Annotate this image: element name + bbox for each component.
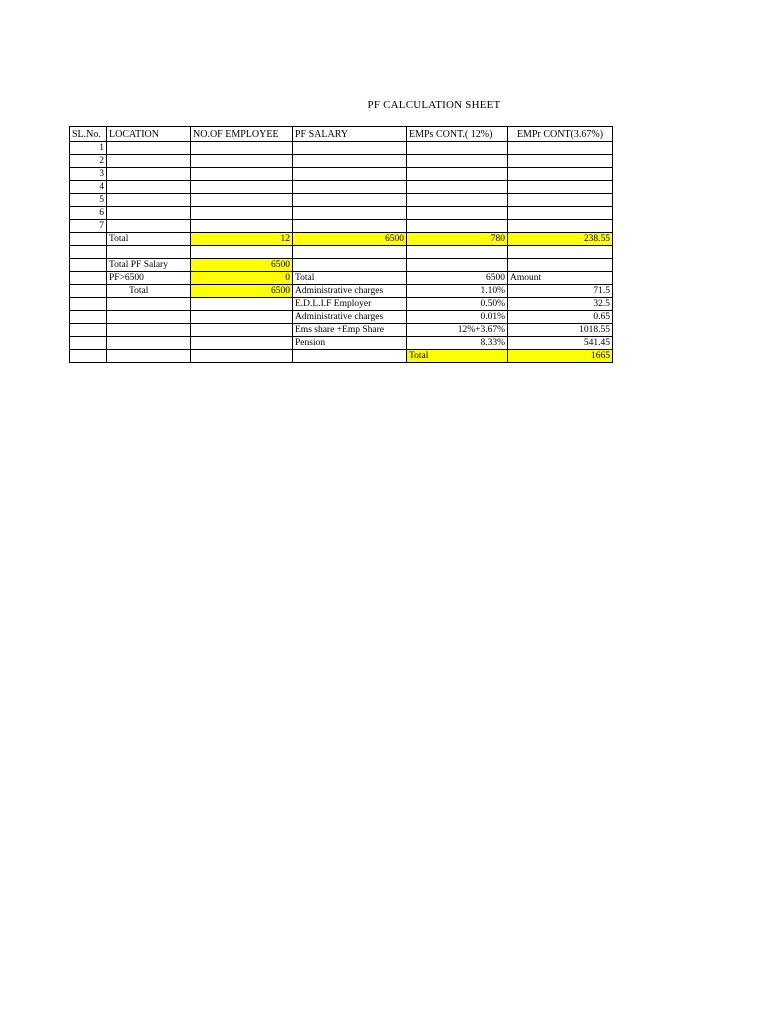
cell[interactable] bbox=[407, 207, 508, 220]
cell[interactable] bbox=[407, 155, 508, 168]
cell[interactable] bbox=[191, 324, 293, 337]
cell[interactable] bbox=[293, 168, 407, 181]
table-row bbox=[70, 155, 613, 168]
charge-rate[interactable]: 0.50% bbox=[407, 298, 508, 311]
charge-row bbox=[70, 311, 613, 324]
cell[interactable] bbox=[107, 350, 191, 363]
total-label: Total bbox=[107, 233, 191, 246]
cell[interactable] bbox=[407, 220, 508, 233]
charge-rate[interactable]: 8.33% bbox=[407, 337, 508, 350]
cell[interactable] bbox=[191, 168, 293, 181]
charge-name: E.D.L.I.F Employer bbox=[293, 298, 407, 311]
cell[interactable] bbox=[293, 142, 407, 155]
cell[interactable] bbox=[70, 246, 107, 259]
cell[interactable] bbox=[508, 246, 613, 259]
charge-amount[interactable]: 71.5 bbox=[508, 285, 613, 298]
summary-row-total bbox=[70, 285, 613, 298]
charge-name: Administrative charges bbox=[293, 285, 407, 298]
cell[interactable] bbox=[293, 350, 407, 363]
total-row bbox=[70, 233, 613, 246]
table-row bbox=[70, 220, 613, 233]
summary-total-label: Total bbox=[107, 285, 191, 298]
row-number: 3 bbox=[70, 168, 107, 181]
cell[interactable] bbox=[508, 194, 613, 207]
charge-name: Ems share +Emp Share bbox=[293, 324, 407, 337]
charge-rate[interactable]: 1.10% bbox=[407, 285, 508, 298]
cell[interactable] bbox=[107, 168, 191, 181]
cell[interactable] bbox=[70, 337, 107, 350]
table-row bbox=[70, 142, 613, 155]
charge-rate[interactable]: 12%+3.67% bbox=[407, 324, 508, 337]
pf-gt-label: PF>6500 bbox=[107, 272, 191, 285]
cell[interactable] bbox=[107, 194, 191, 207]
charge-rate[interactable]: 0.01% bbox=[407, 311, 508, 324]
cell[interactable] bbox=[508, 207, 613, 220]
cell[interactable] bbox=[508, 259, 613, 272]
cell[interactable] bbox=[70, 298, 107, 311]
header-location: LOCATION bbox=[107, 127, 191, 142]
cell[interactable] bbox=[407, 246, 508, 259]
header-row bbox=[70, 127, 613, 142]
blank-row bbox=[70, 246, 613, 259]
cell[interactable] bbox=[293, 194, 407, 207]
cell[interactable] bbox=[191, 220, 293, 233]
summary-row-total-pf-salary bbox=[70, 259, 613, 272]
cell[interactable] bbox=[70, 272, 107, 285]
cell[interactable] bbox=[407, 259, 508, 272]
cell[interactable] bbox=[191, 311, 293, 324]
cell[interactable] bbox=[107, 337, 191, 350]
cell[interactable] bbox=[293, 155, 407, 168]
cell[interactable] bbox=[107, 246, 191, 259]
cell[interactable] bbox=[107, 298, 191, 311]
cell[interactable] bbox=[107, 311, 191, 324]
cell[interactable] bbox=[70, 285, 107, 298]
cell[interactable] bbox=[191, 181, 293, 194]
cell[interactable] bbox=[107, 142, 191, 155]
cell[interactable] bbox=[191, 298, 293, 311]
table-row bbox=[70, 207, 613, 220]
total-empr-cont[interactable]: 238.55 bbox=[508, 233, 613, 246]
grand-total-label: Total bbox=[407, 350, 508, 363]
total-pf-salary-value[interactable]: 6500 bbox=[191, 259, 293, 272]
cell[interactable] bbox=[70, 259, 107, 272]
total-employees[interactable]: 12 bbox=[191, 233, 293, 246]
cell[interactable] bbox=[107, 220, 191, 233]
cell[interactable] bbox=[191, 207, 293, 220]
cell[interactable] bbox=[107, 207, 191, 220]
amount-label: Amount bbox=[508, 272, 613, 285]
cell[interactable] bbox=[70, 311, 107, 324]
cell[interactable] bbox=[407, 194, 508, 207]
cell[interactable] bbox=[508, 181, 613, 194]
header-no-of-employee: NO.OF EMPLOYEE bbox=[191, 127, 293, 142]
cell[interactable] bbox=[191, 194, 293, 207]
cell[interactable] bbox=[508, 168, 613, 181]
cell[interactable] bbox=[407, 181, 508, 194]
row-number: 2 bbox=[70, 155, 107, 168]
cell[interactable] bbox=[293, 246, 407, 259]
cell[interactable] bbox=[293, 207, 407, 220]
summary-row-pf-gt bbox=[70, 272, 613, 285]
cell[interactable] bbox=[293, 259, 407, 272]
cell[interactable] bbox=[191, 246, 293, 259]
cell[interactable] bbox=[293, 220, 407, 233]
charge-amount[interactable]: 0.65 bbox=[508, 311, 613, 324]
charge-row bbox=[70, 324, 613, 337]
charges-total-label: Total bbox=[293, 272, 407, 285]
table-row bbox=[70, 168, 613, 181]
charge-name: Pension bbox=[293, 337, 407, 350]
cell[interactable] bbox=[107, 324, 191, 337]
table-row bbox=[70, 181, 613, 194]
row-number: 6 bbox=[70, 207, 107, 220]
cell[interactable] bbox=[70, 324, 107, 337]
cell[interactable] bbox=[407, 168, 508, 181]
summary-total-value[interactable]: 6500 bbox=[191, 285, 293, 298]
total-emps-cont[interactable]: 780 bbox=[407, 233, 508, 246]
header-empr-cont: EMPr CONT(3.67%) bbox=[508, 127, 613, 142]
total-pf-salary[interactable]: 6500 bbox=[293, 233, 407, 246]
cell[interactable] bbox=[70, 350, 107, 363]
grand-total-value[interactable]: 1665 bbox=[508, 350, 613, 363]
cell[interactable] bbox=[191, 142, 293, 155]
cell[interactable] bbox=[508, 220, 613, 233]
pf-calculation-table bbox=[69, 126, 613, 363]
charge-row bbox=[70, 298, 613, 311]
header-pf-salary: PF SALARY bbox=[293, 127, 407, 142]
charge-amount[interactable]: 1018.55 bbox=[508, 324, 613, 337]
row-number: 4 bbox=[70, 181, 107, 194]
pf-gt-value[interactable]: 0 bbox=[191, 272, 293, 285]
header-emps-cont: EMPs CONT.( 12%) bbox=[407, 127, 508, 142]
charge-name: Administrative charges bbox=[293, 311, 407, 324]
cell[interactable] bbox=[293, 181, 407, 194]
cell[interactable] bbox=[508, 155, 613, 168]
cell[interactable] bbox=[70, 233, 107, 246]
cell[interactable] bbox=[191, 350, 293, 363]
cell[interactable] bbox=[191, 155, 293, 168]
cell[interactable] bbox=[107, 181, 191, 194]
row-number: 5 bbox=[70, 194, 107, 207]
cell[interactable] bbox=[107, 155, 191, 168]
cell[interactable] bbox=[508, 142, 613, 155]
header-sl-no: SL.No. bbox=[70, 127, 107, 142]
total-pf-salary-label: Total PF Salary bbox=[107, 259, 191, 272]
row-number: 7 bbox=[70, 220, 107, 233]
charge-amount[interactable]: 32.5 bbox=[508, 298, 613, 311]
grand-total-row bbox=[70, 350, 613, 363]
cell[interactable] bbox=[407, 142, 508, 155]
cell[interactable] bbox=[191, 337, 293, 350]
row-number: 1 bbox=[70, 142, 107, 155]
table-row bbox=[70, 194, 613, 207]
charges-total-value[interactable]: 6500 bbox=[407, 272, 508, 285]
sheet-title: PF CALCULATION SHEET bbox=[367, 99, 501, 111]
charge-row bbox=[70, 337, 613, 350]
charge-amount[interactable]: 541.45 bbox=[508, 337, 613, 350]
